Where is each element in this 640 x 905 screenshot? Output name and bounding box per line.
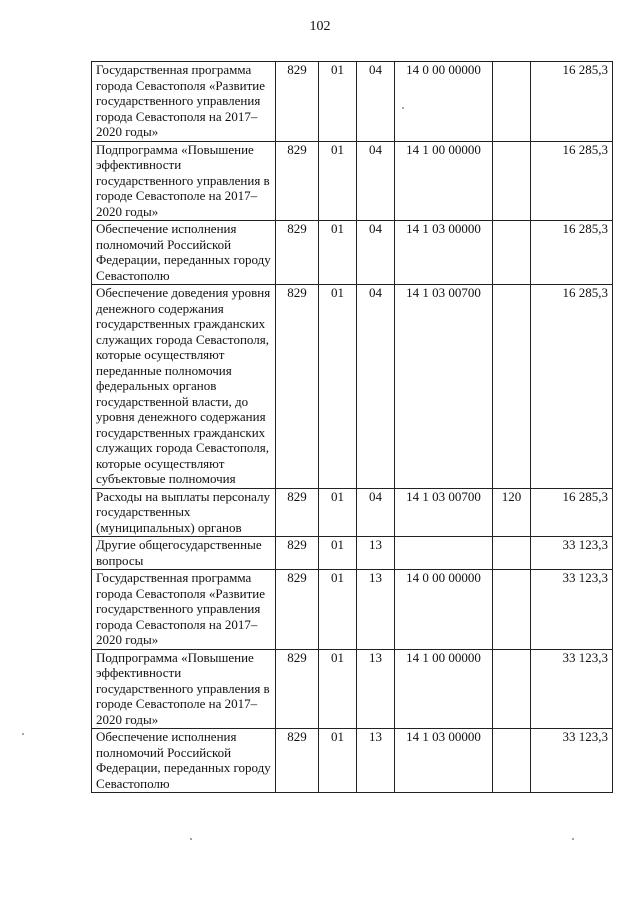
row-amount-cell: 16 285,3 bbox=[531, 221, 613, 285]
table-row bbox=[92, 488, 613, 537]
row-name-cell: Подпрограмма «Повышение эффективности государственного управления в городе Севастополе на 2017–2020 годы» bbox=[92, 141, 276, 221]
scan-speck bbox=[402, 107, 404, 109]
row-code-cell: 829 bbox=[276, 570, 319, 650]
row-section-cell: 01 bbox=[319, 285, 357, 489]
row-amount-cell: 33 123,3 bbox=[531, 649, 613, 729]
table-row bbox=[92, 62, 613, 142]
row-amount-cell: 33 123,3 bbox=[531, 537, 613, 570]
row-amount-cell: 16 285,3 bbox=[531, 488, 613, 537]
row-code-cell: 829 bbox=[276, 649, 319, 729]
row-section-cell: 01 bbox=[319, 62, 357, 142]
row-amount-cell: 33 123,3 bbox=[531, 729, 613, 793]
row-target-cell bbox=[395, 537, 493, 570]
row-name-cell: Обеспечение исполнения полномочий Российской Федерации, переданных городу Севастополю bbox=[92, 729, 276, 793]
row-amount-cell: 33 123,3 bbox=[531, 570, 613, 650]
row-expense-cell: 120 bbox=[493, 488, 531, 537]
row-target-cell: 14 1 00 00000 bbox=[395, 649, 493, 729]
row-subsection-cell: 04 bbox=[357, 285, 395, 489]
row-target-cell: 14 0 00 00000 bbox=[395, 62, 493, 142]
row-subsection-cell: 04 bbox=[357, 141, 395, 221]
table-row bbox=[92, 141, 613, 221]
row-code-cell: 829 bbox=[276, 141, 319, 221]
row-name-cell: Государственная программа города Севастополя «Развитие государственного управления города Севастополя на 2017–2020 годы» bbox=[92, 62, 276, 142]
row-name-cell: Государственная программа города Севастополя «Развитие государственного управления города Севастополя на 2017–2020 годы» bbox=[92, 570, 276, 650]
row-target-cell: 14 0 00 00000 bbox=[395, 570, 493, 650]
row-section-cell: 01 bbox=[319, 729, 357, 793]
row-section-cell: 01 bbox=[319, 221, 357, 285]
row-code-cell: 829 bbox=[276, 62, 319, 142]
row-subsection-cell: 04 bbox=[357, 488, 395, 537]
row-subsection-cell: 13 bbox=[357, 729, 395, 793]
table-row bbox=[92, 649, 613, 729]
row-name-cell: Обеспечение доведения уровня денежного содержания государственных гражданских служащих города Севастополя, которые осуществляют переданные полномочия федеральных органов государственной власти, до уровня денежного содержания государственных гражданских служащих города Севастополя, которые осуществляют субъектовые полномочия bbox=[92, 285, 276, 489]
row-code-cell: 829 bbox=[276, 221, 319, 285]
row-expense-cell bbox=[493, 221, 531, 285]
row-target-cell: 14 1 03 00700 bbox=[395, 285, 493, 489]
scan-speck bbox=[190, 838, 192, 840]
table-row bbox=[92, 221, 613, 285]
row-subsection-cell: 13 bbox=[357, 570, 395, 650]
budget-table-body bbox=[92, 62, 613, 793]
row-name-cell: Обеспечение исполнения полномочий Российской Федерации, переданных городу Севастополю bbox=[92, 221, 276, 285]
row-expense-cell bbox=[493, 285, 531, 489]
row-subsection-cell: 04 bbox=[357, 62, 395, 142]
page-number: 102 bbox=[309, 19, 331, 34]
table-row bbox=[92, 285, 613, 489]
row-section-cell: 01 bbox=[319, 488, 357, 537]
row-expense-cell bbox=[493, 62, 531, 142]
row-section-cell: 01 bbox=[319, 570, 357, 650]
row-section-cell: 01 bbox=[319, 141, 357, 221]
row-target-cell: 14 1 03 00000 bbox=[395, 729, 493, 793]
row-target-cell: 14 1 00 00000 bbox=[395, 141, 493, 221]
row-section-cell: 01 bbox=[319, 537, 357, 570]
table-row bbox=[92, 537, 613, 570]
table-row bbox=[92, 570, 613, 650]
row-target-cell: 14 1 03 00700 bbox=[395, 488, 493, 537]
table-row bbox=[92, 729, 613, 793]
row-amount-cell: 16 285,3 bbox=[531, 141, 613, 221]
row-code-cell: 829 bbox=[276, 285, 319, 489]
row-code-cell: 829 bbox=[276, 729, 319, 793]
row-amount-cell: 16 285,3 bbox=[531, 62, 613, 142]
scan-speck bbox=[572, 838, 574, 840]
row-expense-cell bbox=[493, 649, 531, 729]
scan-speck bbox=[22, 733, 24, 735]
row-subsection-cell: 13 bbox=[357, 537, 395, 570]
row-expense-cell bbox=[493, 729, 531, 793]
row-name-cell: Расходы на выплаты персоналу государственных (муниципальных) органов bbox=[92, 488, 276, 537]
row-expense-cell bbox=[493, 141, 531, 221]
row-name-cell: Другие общегосударственные вопросы bbox=[92, 537, 276, 570]
row-expense-cell bbox=[493, 570, 531, 650]
row-code-cell: 829 bbox=[276, 537, 319, 570]
row-expense-cell bbox=[493, 537, 531, 570]
row-name-cell: Подпрограмма «Повышение эффективности государственного управления в городе Севастополе на 2017–2020 годы» bbox=[92, 649, 276, 729]
budget-table bbox=[91, 61, 613, 793]
row-subsection-cell: 04 bbox=[357, 221, 395, 285]
row-target-cell: 14 1 03 00000 bbox=[395, 221, 493, 285]
row-amount-cell: 16 285,3 bbox=[531, 285, 613, 489]
row-subsection-cell: 13 bbox=[357, 649, 395, 729]
row-code-cell: 829 bbox=[276, 488, 319, 537]
row-section-cell: 01 bbox=[319, 649, 357, 729]
